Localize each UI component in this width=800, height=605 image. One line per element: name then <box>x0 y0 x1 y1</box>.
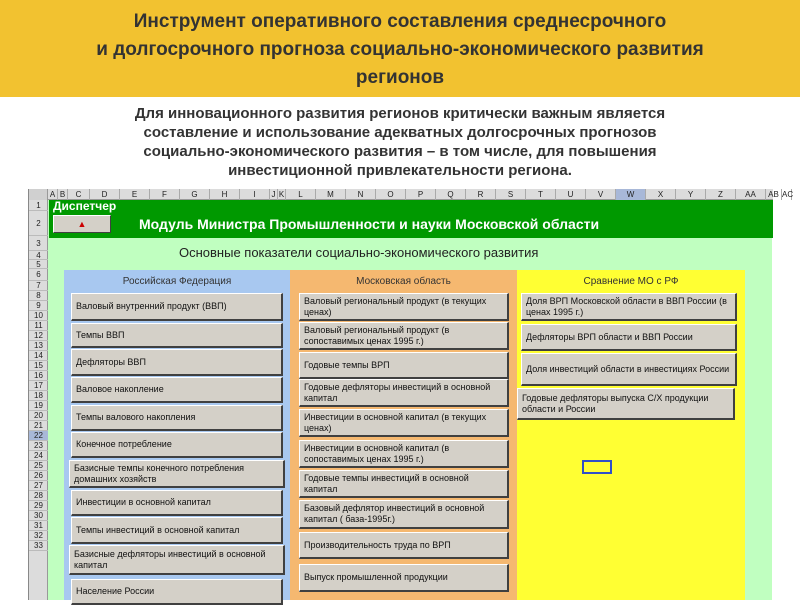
column-header-x[interactable]: X <box>646 189 676 200</box>
cmp-button-2[interactable]: Дефляторы ВРП области и ВВП России <box>521 324 737 351</box>
mo-button-6[interactable]: Инвестиции в основной капитал (в сопоставимых ценах 1995 г.) <box>299 440 509 468</box>
title-banner <box>0 0 800 97</box>
slide-title <box>20 8 780 92</box>
mo-button-9[interactable]: Производительность труда по ВРП <box>299 532 509 559</box>
row-header-1[interactable]: 1 <box>29 200 48 211</box>
slide-title-line-1: Инструмент оперативного составления среднесрочного <box>133 11 667 32</box>
rf-button-3[interactable]: Дефляторы ВВП <box>71 349 283 376</box>
column-header-o[interactable]: O <box>376 189 406 200</box>
intro-line-3: социально-экономического развития – в том числе, для повышения <box>143 143 657 160</box>
rf-button-7[interactable]: Базисные темпы конечного потребления домашних хозяйств <box>69 460 285 488</box>
rf-button-4[interactable]: Валовое накопление <box>71 377 283 403</box>
panel-rf-header: Российская Федерация <box>122 276 232 287</box>
slide-title-line-3: регионов <box>355 67 445 88</box>
column-header-l[interactable]: L <box>286 189 316 200</box>
column-header-q[interactable]: Q <box>436 189 466 200</box>
column-header-b[interactable]: B <box>58 189 68 200</box>
intro-line-2: составление и использование адекватных долгосрочных прогнозов <box>143 124 657 141</box>
row-header-17[interactable]: 17 <box>29 381 48 391</box>
intro-line-1: Для инновационного развития регионов критически важным является <box>134 105 666 122</box>
row-header-4[interactable]: 4 <box>29 251 48 260</box>
column-header-y[interactable]: Y <box>676 189 706 200</box>
mo-button-8[interactable]: Базовый дефлятор инвестиций в основной капитал ( база-1995г.) <box>299 500 509 529</box>
row-header-33[interactable]: 33 <box>29 541 48 551</box>
column-header-c[interactable]: C <box>68 189 90 200</box>
column-header-m[interactable]: M <box>316 189 346 200</box>
row-header-22[interactable]: 22 <box>29 431 48 441</box>
rf-button-1[interactable]: Валовый внутренний продукт (ВВП) <box>71 293 283 321</box>
column-header-e[interactable]: E <box>120 189 150 200</box>
column-header-z[interactable]: Z <box>706 189 736 200</box>
row-header-24[interactable]: 24 <box>29 451 48 461</box>
column-header-u[interactable]: U <box>556 189 586 200</box>
row-header-3[interactable]: 3 <box>29 236 48 251</box>
column-header-j[interactable]: J <box>270 189 278 200</box>
cmp-button-3[interactable]: Доля инвестиций области в инвестициях России <box>521 353 737 386</box>
column-header-s[interactable]: S <box>496 189 526 200</box>
panel-cmp-header: Сравнение МО с РФ <box>583 276 679 287</box>
mo-button-4[interactable]: Годовые дефляторы инвестиций в основной капитал <box>299 379 509 407</box>
intro-line-4: инвестиционной привлекательности региона. <box>228 162 572 179</box>
row-header-8[interactable]: 8 <box>29 291 48 301</box>
column-header-d[interactable]: D <box>90 189 120 200</box>
row-header-15[interactable]: 15 <box>29 361 48 371</box>
column-header-k[interactable]: K <box>278 190 285 199</box>
row-header-28[interactable]: 28 <box>29 491 48 501</box>
rf-button-6[interactable]: Конечное потребление <box>71 432 283 458</box>
mo-button-1[interactable]: Валовый региональный продукт (в текущих ценах) <box>299 293 509 321</box>
row-header-20[interactable]: 20 <box>29 411 48 421</box>
row-header-19[interactable]: 19 <box>29 401 48 411</box>
row-header-11[interactable]: 11 <box>29 321 48 331</box>
rf-button-11[interactable]: Население России <box>71 579 283 605</box>
column-header-a[interactable]: A <box>48 189 58 200</box>
row-header-9[interactable]: 9 <box>29 301 48 311</box>
column-header-ab[interactable]: AB <box>766 189 782 200</box>
row-header-18[interactable]: 18 <box>29 391 48 401</box>
row-header-14[interactable]: 14 <box>29 351 48 361</box>
rf-button-10[interactable]: Базисные дефляторы инвестиций в основной капитал <box>69 545 285 575</box>
select-all-corner[interactable] <box>29 189 48 200</box>
selected-cell-indicator[interactable] <box>582 460 612 474</box>
row-header-27[interactable]: 27 <box>29 481 48 491</box>
row-header-7[interactable]: 7 <box>29 281 48 291</box>
row-headers <box>29 200 48 600</box>
row-header-2[interactable]: 2 <box>29 211 48 236</box>
row-header-5[interactable]: 5 <box>29 260 48 269</box>
row-header-23[interactable]: 23 <box>29 441 48 451</box>
column-header-g[interactable]: G <box>180 189 210 200</box>
module-title: Модуль Министра Промышленности и науки Московской области <box>139 216 600 232</box>
column-headers <box>29 189 794 200</box>
up-button[interactable]: ▲ <box>53 215 111 233</box>
column-header-i[interactable]: I <box>240 189 270 200</box>
column-header-aa[interactable]: AA <box>736 189 766 200</box>
dispatcher-bar: Диспетчер <box>49 200 773 213</box>
cmp-button-1[interactable]: Доля ВРП Московской области в ВВП России (в ценах 1995 г.) <box>521 293 737 321</box>
mo-button-2[interactable]: Валовый региональный продукт (в сопоставимых ценах 1995 г.) <box>299 322 509 350</box>
row-header-29[interactable]: 29 <box>29 501 48 511</box>
row-header-26[interactable]: 26 <box>29 471 48 481</box>
column-header-f[interactable]: F <box>150 189 180 200</box>
row-header-31[interactable]: 31 <box>29 521 48 531</box>
row-header-30[interactable]: 30 <box>29 511 48 521</box>
spreadsheet <box>28 189 794 600</box>
row-header-21[interactable]: 21 <box>29 421 48 431</box>
row-header-13[interactable]: 13 <box>29 341 48 351</box>
row-header-32[interactable]: 32 <box>29 531 48 541</box>
column-header-r[interactable]: R <box>466 189 496 200</box>
row-header-10[interactable]: 10 <box>29 311 48 321</box>
column-header-t[interactable]: T <box>526 189 556 200</box>
mo-button-3[interactable]: Годовые темпы ВРП <box>299 352 509 379</box>
column-header-p[interactable]: P <box>406 189 436 200</box>
row-header-12[interactable]: 12 <box>29 331 48 341</box>
column-header-h[interactable]: H <box>210 189 240 200</box>
panel-mo-header: Московская область <box>356 276 451 287</box>
row-header-16[interactable]: 16 <box>29 371 48 381</box>
rf-button-9[interactable]: Темпы инвестиций в основной капитал <box>71 517 283 544</box>
row-header-6[interactable]: 6 <box>29 269 48 281</box>
mo-button-10[interactable]: Выпуск промышленной продукции <box>299 564 509 592</box>
indicators-title: Основные показатели социально-экономического развития <box>179 245 539 260</box>
cmp-button-4[interactable]: Годовые дефляторы выпуска С/Х продукции области и России <box>517 388 735 420</box>
intro-text <box>20 104 780 180</box>
rf-button-5[interactable]: Темпы валового накопления <box>71 405 283 431</box>
column-header-ac[interactable]: AC <box>782 190 794 199</box>
mo-button-7[interactable]: Годовые темпы инвестиций в основной капитал <box>299 470 509 498</box>
mo-button-5[interactable]: Инвестиции в основной капитал (в текущих ценах) <box>299 409 509 437</box>
rf-button-2[interactable]: Темпы ВВП <box>71 323 283 348</box>
row-header-25[interactable]: 25 <box>29 461 48 471</box>
column-header-n[interactable]: N <box>346 189 376 200</box>
column-header-v[interactable]: V <box>586 189 616 200</box>
rf-button-8[interactable]: Инвестиции в основной капитал <box>71 490 283 516</box>
column-header-w[interactable]: W <box>616 189 646 200</box>
slide-title-line-2: и долгосрочного прогноза социально-экономического развития <box>96 39 704 60</box>
